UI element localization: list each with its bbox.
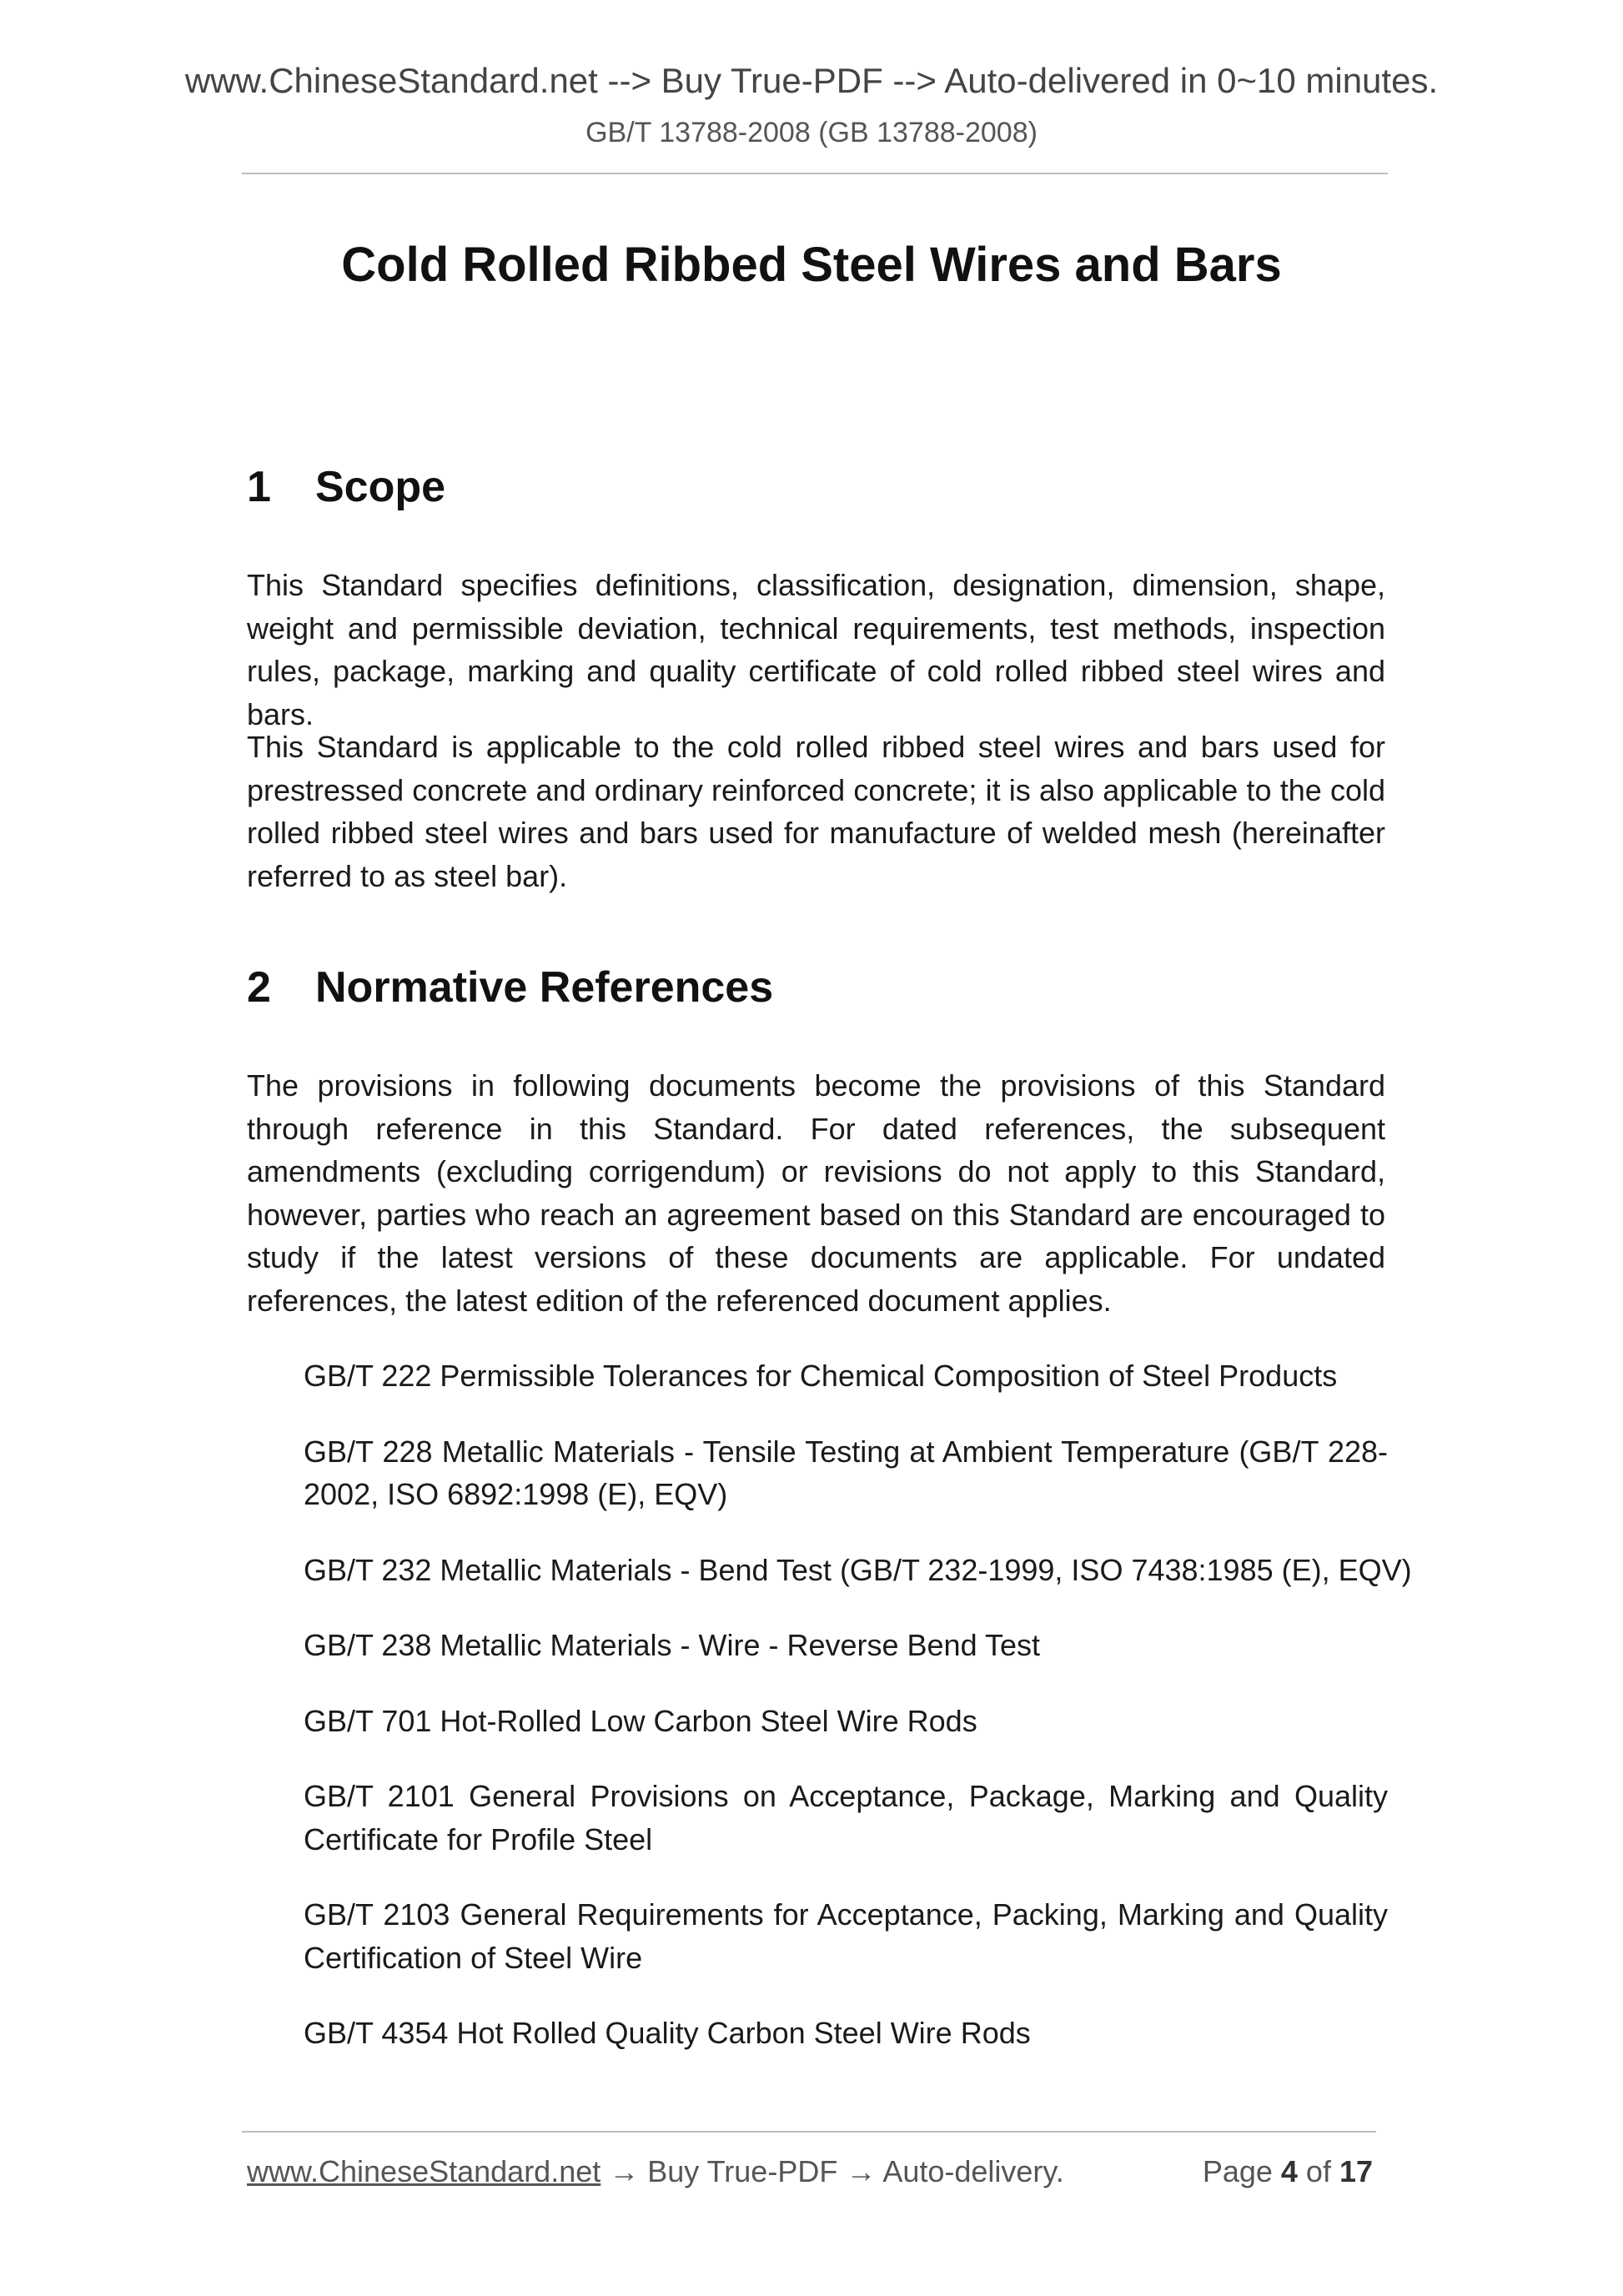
reference-item: GB/T 238 Metallic Materials - Wire - Reverse Bend Test <box>304 1628 1040 1662</box>
header-divider <box>242 173 1388 174</box>
reference-item: GB/T 228 Metallic Materials - Tensile Testing at Ambient Temperature (GB/T 228-2002, ISO 6892:1998 (E), EQV) <box>304 1434 1388 1511</box>
reference-list <box>304 1354 1412 2088</box>
page-current: 4 <box>1280 2154 1298 2188</box>
page-number <box>1203 2153 1373 2189</box>
header-standard-code: GB/T 13788-2008 (GB 13788-2008) <box>585 117 1038 148</box>
page-prefix: Page <box>1202 2154 1281 2188</box>
reference-item: GB/T 222 Permissible Tolerances for Chemical Composition of Steel Products <box>304 1359 1338 1393</box>
reference-item: GB/T 701 Hot-Rolled Low Carbon Steel Wire Rods <box>304 1703 977 1738</box>
footer-site-link[interactable]: www.ChineseStandard.net <box>247 2154 601 2188</box>
footer-divider <box>242 2131 1376 2133</box>
page-total: 17 <box>1339 2154 1373 2188</box>
page-footer <box>247 2153 1373 2195</box>
section-title: Normative References <box>315 963 774 1012</box>
reference-item: GB/T 232 Metallic Materials - Bend Test (GB/T 232-1999, ISO 7438:1985 (E), EQV) <box>304 1552 1412 1587</box>
section-title: Scope <box>315 463 446 511</box>
scope-paragraph-1: This Standard specifies definitions, classification, designation, dimension, shape, weight and permissible deviation, technical requirements, test methods, inspection rules, package, marking and quality certificate of cold rolled ribbed steel wires and bars. <box>247 568 1385 731</box>
reference-item: GB/T 2103 General Requirements for Acceptance, Packing, Marking and Quality Certification of Steel Wire <box>304 1897 1388 1975</box>
section-heading-scope <box>247 464 445 511</box>
reference-item: GB/T 4354 Hot Rolled Quality Carbon Steel Wire Rods <box>304 2016 1031 2050</box>
footer-left <box>247 2153 1064 2189</box>
footer-delivery-text: → Buy True-PDF → Auto-delivery. <box>600 2154 1064 2188</box>
page-of: of <box>1297 2154 1339 2188</box>
section-heading-normative-references <box>247 964 773 1012</box>
normative-references-paragraph: The provisions in following documents become the provisions of this Standard through reference in this Standard. For dated references, the subsequent amendments (excluding corrigendum) or revisions do not apply to this Standard, however, parties who reach an agreement based on this Standard are encouraged to study if the latest versions of these documents are applicable. For undated references, the latest edition of the referenced document applies. <box>247 1068 1385 1318</box>
header-site-banner: www.ChineseStandard.net --> Buy True-PDF --> Auto-delivered in 0~10 minutes. <box>184 61 1439 100</box>
reference-item: GB/T 2101 General Provisions on Acceptance, Package, Marking and Quality Certificate for Profile Steel <box>304 1779 1388 1856</box>
document-title: Cold Rolled Ribbed Steel Wires and Bars <box>341 238 1282 292</box>
section-number: 2 <box>247 963 271 1012</box>
section-number: 1 <box>247 463 271 511</box>
scope-paragraph-2: This Standard is applicable to the cold rolled ribbed steel wires and bars used for prestressed concrete and ordinary reinforced concrete; it is also applicable to the cold rolled ribbed steel wires and bars used for manufacture of welded mesh (hereinafter referred to as steel bar). <box>247 730 1385 893</box>
